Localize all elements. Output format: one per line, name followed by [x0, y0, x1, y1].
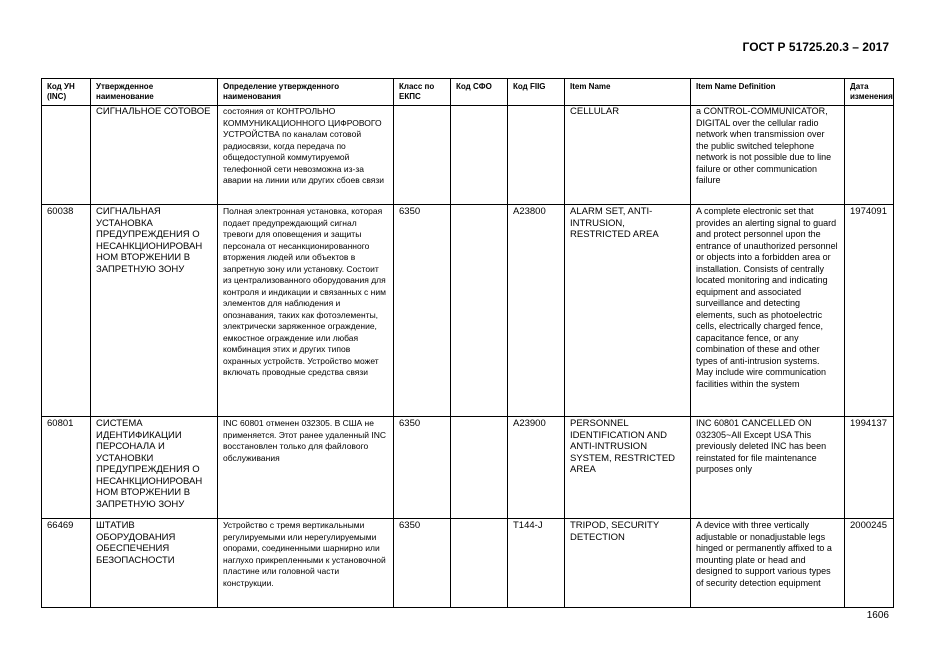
col-header-sfo: Код СФО [451, 79, 508, 106]
cell-name: ШТАТИВ ОБОРУДОВАНИЯ ОБЕСПЕЧЕНИЯ БЕЗОПАСНОСТИ [91, 519, 218, 608]
cell-name: СИГНАЛЬНАЯ УСТАНОВКА ПРЕДУПРЕЖДЕНИЯ О НЕСАНКЦИОНИРОВАН НОМ ВТОРЖЕНИИ В ЗАПРЕТНУЮ ЗОНУ [91, 205, 218, 417]
table-row [42, 106, 894, 205]
col-header-def-ru: Определение утвержденного наименования [218, 79, 394, 106]
cell-fiig: A23900 [508, 417, 565, 519]
col-header-inc: Код УН (INC) [42, 79, 91, 106]
cell-sfo [451, 106, 508, 205]
table-row [42, 205, 894, 417]
inc-table [41, 78, 894, 608]
cell-item-name: TRIPOD, SECURITY DETECTION [565, 519, 691, 608]
cell-def-en: A device with three vertically adjustable or nonadjustable legs hinged or permanently affixed to a mounting plate or head and designed to support various types of security detection equipment [691, 519, 845, 608]
cell-sfo [451, 519, 508, 608]
cell-inc: 60801 [42, 417, 91, 519]
col-header-item-name: Item Name [565, 79, 691, 106]
cell-date: 1974091 [845, 205, 894, 417]
cell-def-en: A complete electronic set that provides an alerting signal to guard and protect personnel upon the entrance of unauthorized personnel or objects into a forbidden area or installation. Consists of centrally located monitoring and indicating equipment and associated surveillance and detecting elements, such as photoelectric cells, electrically charged fence, capacitance fence, or any combination of these and other types of anti-intrusion systems. May include wire communication facilities within the system [691, 205, 845, 417]
table-header-row [42, 79, 894, 106]
col-header-date: Дата изменения [845, 79, 894, 106]
cell-ekps: 6350 [394, 205, 451, 417]
cell-item-name: PERSONNEL IDENTIFICATION AND ANTI-INTRUSION SYSTEM, RESTRICTED AREA [565, 417, 691, 519]
cell-def-en: INC 60801 CANCELLED ON 032305~All Except USA This previously deleted INC has been reinstated for file maintenance purposes only [691, 417, 845, 519]
cell-fiig [508, 106, 565, 205]
col-header-fiig: Код FIIG [508, 79, 565, 106]
cell-def-ru: Полная электронная установка, которая подает предупреждающий сигнал тревоги для оповещения и защиты персонала от несанкционированного вторжения людей или объектов в запретную зону или установку. Состоит из централизованного оборудования для контроля и индикации и связанных с ним элементов для наблюдения и опознавания, таких как фотоэлементы, электрически заряженное ограждение, емкостное ограждение или любая комбинация этих и других типов охранных устройств. Устройство может включать проводные средства связи [218, 205, 394, 417]
cell-fiig: A23800 [508, 205, 565, 417]
standard-title: ГОСТ Р 51725.20.3 – 2017 [742, 40, 889, 54]
table-row [42, 519, 894, 608]
cell-name: СИГНАЛЬНОЕ СОТОВОЕ [91, 106, 218, 205]
cell-fiig: T144-J [508, 519, 565, 608]
cell-def-ru: состояния от КОНТРОЛЬНО КОММУНИКАЦИОННОГО ЦИФРОВОГО УСТРОЙСТВА по каналам сотовой радиосвязи, когда передача по общедоступной коммутируемой телефонной сети невозможна из-за аварии на линии или других сбоев связи [218, 106, 394, 205]
cell-ekps [394, 106, 451, 205]
cell-date: 1994137 [845, 417, 894, 519]
cell-def-ru: INC 60801 отменен 032305. В США не применяется. Этот ранее удаленный INC восстановлен только для файлового обслуживания [218, 417, 394, 519]
cell-ekps: 6350 [394, 417, 451, 519]
cell-inc [42, 106, 91, 205]
cell-name: СИСТЕМА ИДЕНТИФИКАЦИИ ПЕРСОНАЛА И УСТАНОВКИ ПРЕДУПРЕЖДЕНИЯ О НЕСАНКЦИОНИРОВАН НОМ ВТОРЖЕНИИ В ЗАПРЕТНУЮ ЗОНУ [91, 417, 218, 519]
cell-sfo [451, 205, 508, 417]
cell-item-name: CELLULAR [565, 106, 691, 205]
cell-def-ru: Устройство с тремя вертикальными регулируемыми или нерегулируемыми опорами, соединенными шарнирно или наглухо прикрепленными к установочной пластине или головной части конструкции. [218, 519, 394, 608]
cell-inc: 60038 [42, 205, 91, 417]
cell-def-en: a CONTROL-COMMUNICATOR, DIGITAL over the cellular radio network when transmission over the public switched telephone network is not possible due to line failure or other communication failure [691, 106, 845, 205]
page-number: 1606 [866, 610, 889, 621]
table-row [42, 417, 894, 519]
cell-date: 2000245 [845, 519, 894, 608]
col-header-name: Утвержденное наименование [91, 79, 218, 106]
cell-ekps: 6350 [394, 519, 451, 608]
cell-inc: 66469 [42, 519, 91, 608]
cell-date [845, 106, 894, 205]
cell-item-name: ALARM SET, ANTI-INTRUSION, RESTRICTED AREA [565, 205, 691, 417]
cell-sfo [451, 417, 508, 519]
col-header-ekps: Класс по ЕКПС [394, 79, 451, 106]
col-header-def-en: Item Name Definition [691, 79, 845, 106]
